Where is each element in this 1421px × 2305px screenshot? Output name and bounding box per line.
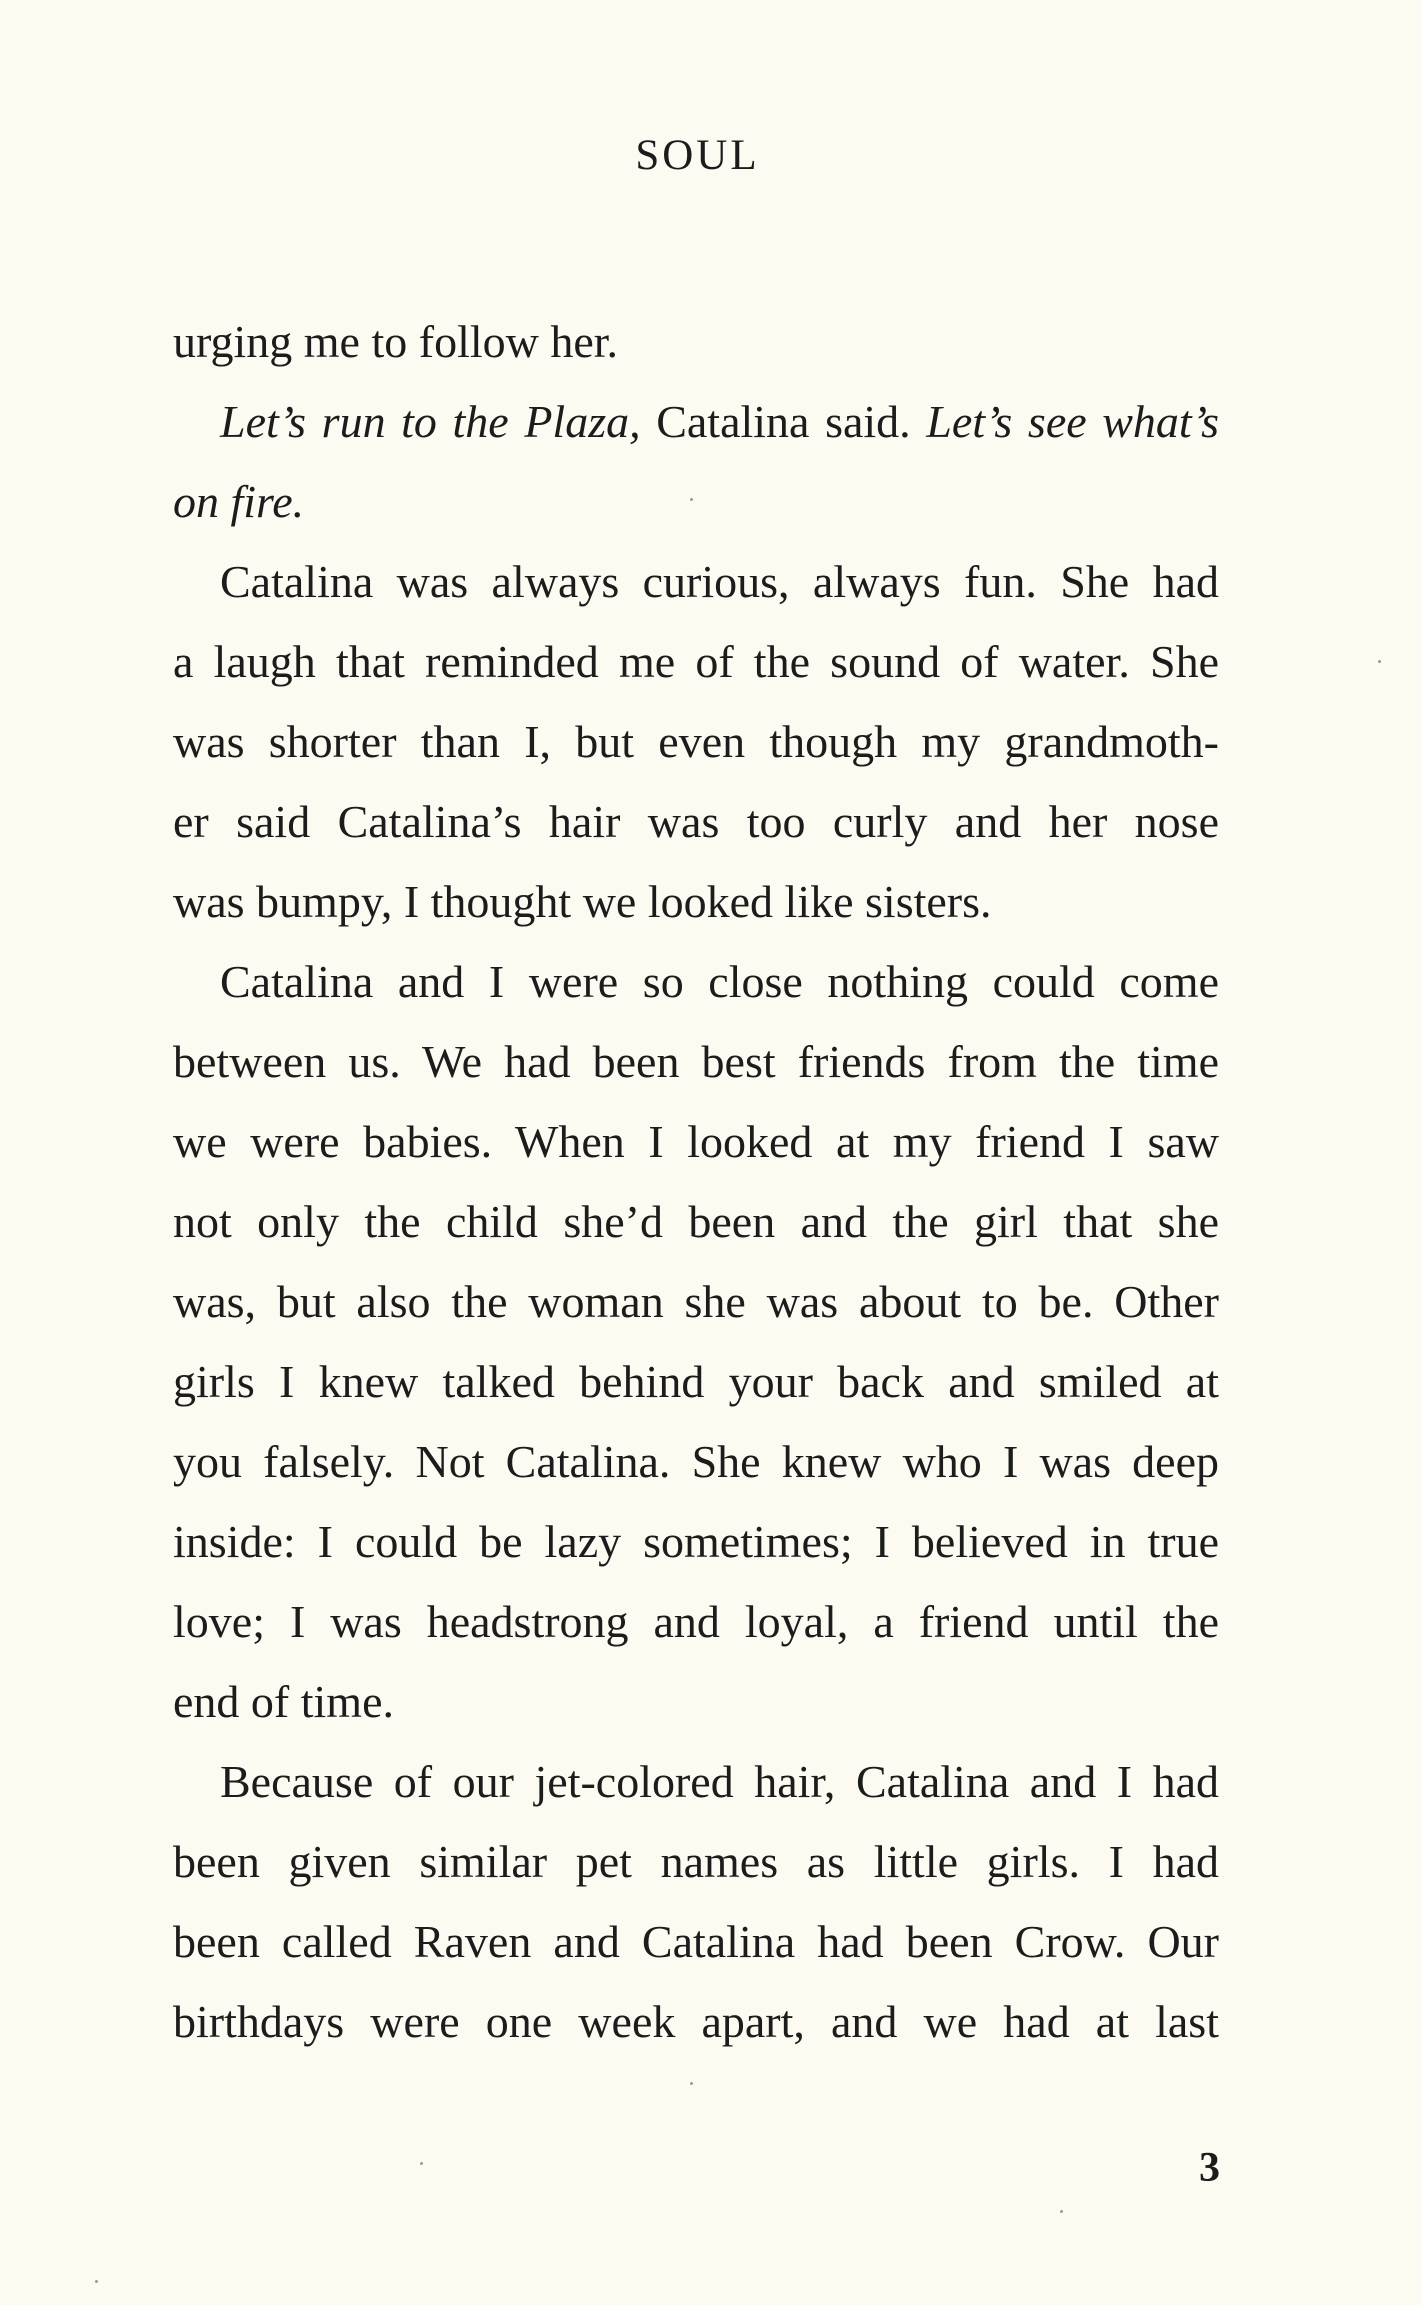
paper-speck: [1060, 2210, 1063, 2213]
text-line: inside: I could be lazy sometimes; I believed in true: [173, 1516, 1219, 1567]
text-line: was shorter than I, but even though my grandmoth-: [173, 716, 1219, 767]
text-line: been given similar pet names as little girls. I had: [173, 1836, 1219, 1887]
text-line: Catalina and I were so close nothing could come: [220, 956, 1219, 1007]
text-line: a laugh that reminded me of the sound of water. She: [173, 636, 1219, 687]
text-line: not only the child she’d been and the girl that she: [173, 1196, 1219, 1247]
paper-speck: [690, 498, 693, 501]
text-line: been called Raven and Catalina had been Crow. Our: [173, 1916, 1219, 1967]
text-line: urging me to follow her.: [173, 316, 619, 367]
text-line: Because of our jet-colored hair, Catalina and I had: [220, 1756, 1219, 1807]
text-line: [173, 382, 1219, 462]
running-head: SOUL: [635, 132, 760, 179]
italic-speech: on fire.: [173, 476, 305, 527]
text-line: Catalina was always curious, always fun. She had: [220, 556, 1219, 607]
text-line: love; I was headstrong and loyal, a friend until the: [173, 1596, 1219, 1647]
paper-speck: [420, 2162, 423, 2165]
paper-speck: [95, 2280, 98, 2283]
text-line: was bumpy, I thought we looked like sisters.: [173, 876, 992, 927]
text-line: between us. We had been best friends from the time: [173, 1036, 1219, 1087]
page-number: 3: [1199, 2145, 1220, 2191]
paper-speck: [690, 2082, 693, 2085]
text-line: we were babies. When I looked at my friend I saw: [173, 1116, 1219, 1167]
text-line: was, but also the woman she was about to be. Other: [173, 1276, 1219, 1327]
text-line: er said Catalina’s hair was too curly and her nose: [173, 796, 1219, 847]
italic-speech: Let’s run to the Plaza,: [220, 396, 641, 447]
text-line: you falsely. Not Catalina. She knew who I was deep: [173, 1436, 1219, 1487]
italic-speech: Let’s see what’s: [926, 396, 1220, 447]
text-line: end of time.: [173, 1676, 394, 1727]
body-text: [173, 302, 1219, 2062]
text-span: Catalina said.: [640, 396, 927, 447]
paper-speck: [1378, 660, 1381, 663]
text-line: girls I knew talked behind your back and smiled at: [173, 1356, 1219, 1407]
text-line: [173, 462, 1219, 542]
text-line: birthdays were one week apart, and we had at last: [173, 1996, 1219, 2047]
